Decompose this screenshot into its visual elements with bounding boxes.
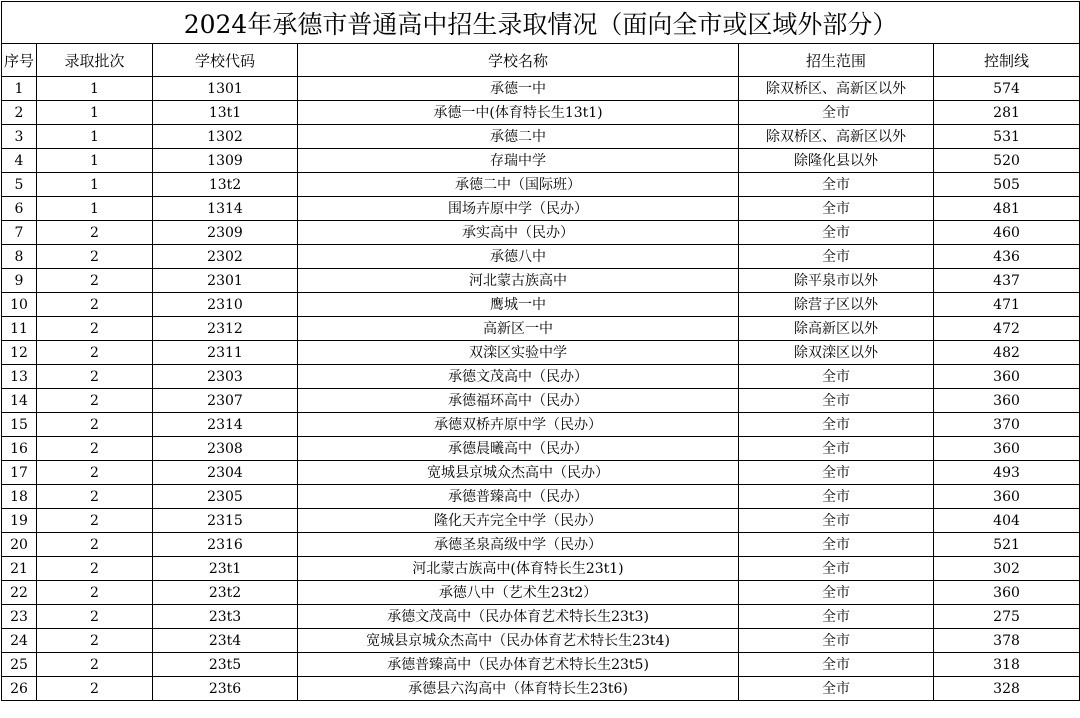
cell-batch: 2: [37, 389, 153, 413]
column-header-batch: 录取批次: [37, 44, 153, 77]
cell-school-code: 2315: [153, 509, 298, 533]
cell-school-name: 承德文茂高中（民办体育艺术特长生23t3): [298, 605, 739, 629]
cell-batch: 2: [37, 341, 153, 365]
cell-index: 2: [2, 101, 37, 125]
cell-control-line: 275: [934, 605, 1080, 629]
table-row: [2, 245, 1080, 269]
cell-school-name: 宽城县京城众杰高中（民办）: [298, 461, 739, 485]
cell-batch: 2: [37, 221, 153, 245]
cell-enrollment-scope: 全市: [739, 485, 934, 509]
cell-school-name: 承德普臻高中（民办体育艺术特长生23t5): [298, 653, 739, 677]
cell-school-code: 2312: [153, 317, 298, 341]
cell-enrollment-scope: 除平泉市以外: [739, 269, 934, 293]
cell-enrollment-scope: 全市: [739, 509, 934, 533]
column-header-school-name: 学校名称: [298, 44, 739, 77]
cell-control-line: 328: [934, 677, 1080, 701]
cell-batch: 1: [37, 197, 153, 221]
column-header-school-code: 学校代码: [153, 44, 298, 77]
cell-batch: 2: [37, 653, 153, 677]
cell-school-name: 高新区一中: [298, 317, 739, 341]
cell-batch: 2: [37, 629, 153, 653]
cell-enrollment-scope: 全市: [739, 629, 934, 653]
cell-index: 9: [2, 269, 37, 293]
cell-batch: 2: [37, 293, 153, 317]
cell-index: 14: [2, 389, 37, 413]
table-row: [2, 437, 1080, 461]
cell-index: 7: [2, 221, 37, 245]
cell-school-code: 23t5: [153, 653, 298, 677]
cell-index: 20: [2, 533, 37, 557]
cell-control-line: 482: [934, 341, 1080, 365]
cell-batch: 1: [37, 101, 153, 125]
cell-school-name: 承德圣泉高级中学（民办）: [298, 533, 739, 557]
cell-control-line: 460: [934, 221, 1080, 245]
cell-control-line: 318: [934, 653, 1080, 677]
cell-index: 25: [2, 653, 37, 677]
cell-control-line: 360: [934, 437, 1080, 461]
table-row: [2, 269, 1080, 293]
table-row: [2, 197, 1080, 221]
cell-school-code: 13t1: [153, 101, 298, 125]
cell-enrollment-scope: 全市: [739, 653, 934, 677]
cell-index: 18: [2, 485, 37, 509]
cell-school-name: 双滦区实验中学: [298, 341, 739, 365]
table-title: 2024年承德市普通高中招生录取情况（面向全市或区域外部分）: [2, 2, 1080, 44]
table-row: [2, 413, 1080, 437]
table-row: [2, 149, 1080, 173]
cell-school-name: 承德文茂高中（民办）: [298, 365, 739, 389]
cell-enrollment-scope: 除隆化县以外: [739, 149, 934, 173]
cell-enrollment-scope: 全市: [739, 197, 934, 221]
cell-enrollment-scope: 全市: [739, 413, 934, 437]
table-row: [2, 221, 1080, 245]
cell-index: 6: [2, 197, 37, 221]
table-row: [2, 341, 1080, 365]
cell-school-code: 1314: [153, 197, 298, 221]
cell-batch: 1: [37, 125, 153, 149]
cell-index: 12: [2, 341, 37, 365]
cell-school-code: 2301: [153, 269, 298, 293]
cell-school-name: 河北蒙古族高中: [298, 269, 739, 293]
cell-enrollment-scope: 全市: [739, 605, 934, 629]
cell-enrollment-scope: 全市: [739, 221, 934, 245]
cell-index: 10: [2, 293, 37, 317]
cell-index: 5: [2, 173, 37, 197]
cell-school-name: 存瑞中学: [298, 149, 739, 173]
cell-batch: 1: [37, 77, 153, 101]
cell-batch: 2: [37, 533, 153, 557]
cell-control-line: 493: [934, 461, 1080, 485]
cell-control-line: 378: [934, 629, 1080, 653]
table-row: [2, 365, 1080, 389]
cell-school-name: 承德双桥卉原中学（民办）: [298, 413, 739, 437]
cell-enrollment-scope: 全市: [739, 437, 934, 461]
cell-enrollment-scope: 除双桥区、高新区以外: [739, 77, 934, 101]
cell-control-line: 531: [934, 125, 1080, 149]
cell-control-line: 360: [934, 365, 1080, 389]
cell-batch: 2: [37, 413, 153, 437]
cell-school-code: 23t1: [153, 557, 298, 581]
cell-school-code: 1301: [153, 77, 298, 101]
cell-enrollment-scope: 全市: [739, 365, 934, 389]
cell-batch: 2: [37, 605, 153, 629]
cell-index: 17: [2, 461, 37, 485]
cell-index: 4: [2, 149, 37, 173]
cell-index: 16: [2, 437, 37, 461]
column-header-control-line: 控制线: [934, 44, 1080, 77]
cell-school-code: 2304: [153, 461, 298, 485]
cell-index: 22: [2, 581, 37, 605]
cell-index: 13: [2, 365, 37, 389]
table-body: [2, 77, 1080, 701]
cell-school-name: 承德县六沟高中（体育特长生23t6): [298, 677, 739, 701]
cell-control-line: 574: [934, 77, 1080, 101]
cell-school-code: 2308: [153, 437, 298, 461]
cell-batch: 2: [37, 677, 153, 701]
cell-school-name: 承德福环高中（民办）: [298, 389, 739, 413]
cell-school-name: 承德一中: [298, 77, 739, 101]
table-row: [2, 293, 1080, 317]
admission-table: [1, 1, 1080, 701]
table-row: [2, 125, 1080, 149]
cell-school-name: 鹰城一中: [298, 293, 739, 317]
cell-enrollment-scope: 全市: [739, 173, 934, 197]
cell-batch: 2: [37, 245, 153, 269]
cell-school-name: 承实高中（民办）: [298, 221, 739, 245]
cell-school-code: 2307: [153, 389, 298, 413]
cell-control-line: 437: [934, 269, 1080, 293]
cell-batch: 2: [37, 317, 153, 341]
cell-enrollment-scope: 除双桥区、高新区以外: [739, 125, 934, 149]
cell-enrollment-scope: 除营子区以外: [739, 293, 934, 317]
cell-school-name: 承德晨曦高中（民办）: [298, 437, 739, 461]
table-row: [2, 581, 1080, 605]
column-header-index: 序号: [2, 44, 37, 77]
cell-school-name: 承德一中(体育特长生13t1): [298, 101, 739, 125]
table-row: [2, 605, 1080, 629]
cell-enrollment-scope: 全市: [739, 389, 934, 413]
cell-school-name: 承德八中: [298, 245, 739, 269]
table-row: [2, 485, 1080, 509]
cell-school-code: 23t4: [153, 629, 298, 653]
cell-index: 21: [2, 557, 37, 581]
table-row: [2, 557, 1080, 581]
cell-school-code: 1302: [153, 125, 298, 149]
table-row: [2, 101, 1080, 125]
cell-batch: 2: [37, 485, 153, 509]
cell-control-line: 360: [934, 485, 1080, 509]
cell-control-line: 370: [934, 413, 1080, 437]
cell-control-line: 472: [934, 317, 1080, 341]
cell-control-line: 520: [934, 149, 1080, 173]
cell-school-name: 隆化天卉完全中学（民办）: [298, 509, 739, 533]
cell-school-name: 承德普臻高中（民办）: [298, 485, 739, 509]
cell-control-line: 302: [934, 557, 1080, 581]
cell-school-name: 围场卉原中学（民办）: [298, 197, 739, 221]
cell-index: 23: [2, 605, 37, 629]
cell-school-code: 13t2: [153, 173, 298, 197]
cell-control-line: 521: [934, 533, 1080, 557]
cell-index: 1: [2, 77, 37, 101]
cell-enrollment-scope: 除高新区以外: [739, 317, 934, 341]
cell-control-line: 360: [934, 581, 1080, 605]
cell-control-line: 471: [934, 293, 1080, 317]
table-row: [2, 317, 1080, 341]
cell-school-code: 2305: [153, 485, 298, 509]
cell-school-code: 2314: [153, 413, 298, 437]
cell-batch: 2: [37, 557, 153, 581]
table-row: [2, 77, 1080, 101]
cell-index: 24: [2, 629, 37, 653]
table-row: [2, 389, 1080, 413]
cell-control-line: 436: [934, 245, 1080, 269]
cell-school-code: 2311: [153, 341, 298, 365]
table-row: [2, 173, 1080, 197]
cell-school-name: 河北蒙古族高中(体育特长生23t1): [298, 557, 739, 581]
cell-school-code: 1309: [153, 149, 298, 173]
spreadsheet-page: [1, 1, 1079, 712]
cell-school-code: 2302: [153, 245, 298, 269]
cell-enrollment-scope: 全市: [739, 581, 934, 605]
table-row: [2, 653, 1080, 677]
cell-enrollment-scope: 除双滦区以外: [739, 341, 934, 365]
cell-batch: 2: [37, 437, 153, 461]
cell-school-code: 23t3: [153, 605, 298, 629]
cell-enrollment-scope: 全市: [739, 533, 934, 557]
cell-school-code: 2310: [153, 293, 298, 317]
cell-school-name: 承德二中: [298, 125, 739, 149]
cell-enrollment-scope: 全市: [739, 245, 934, 269]
cell-school-name: 宽城县京城众杰高中（民办体育艺术特长生23t4): [298, 629, 739, 653]
title-row: [2, 2, 1080, 44]
cell-school-code: 2303: [153, 365, 298, 389]
header-row: [2, 44, 1080, 77]
cell-school-name: 承德八中（艺术生23t2）: [298, 581, 739, 605]
cell-school-code: 2309: [153, 221, 298, 245]
table-row: [2, 629, 1080, 653]
cell-index: 11: [2, 317, 37, 341]
cell-control-line: 505: [934, 173, 1080, 197]
cell-control-line: 281: [934, 101, 1080, 125]
cell-control-line: 360: [934, 389, 1080, 413]
table-row: [2, 533, 1080, 557]
cell-index: 26: [2, 677, 37, 701]
cell-school-name: 承德二中（国际班）: [298, 173, 739, 197]
table-row: [2, 677, 1080, 701]
cell-index: 19: [2, 509, 37, 533]
cell-batch: 1: [37, 149, 153, 173]
cell-batch: 1: [37, 173, 153, 197]
table-row: [2, 509, 1080, 533]
cell-batch: 2: [37, 269, 153, 293]
cell-index: 3: [2, 125, 37, 149]
cell-school-code: 23t6: [153, 677, 298, 701]
cell-batch: 2: [37, 509, 153, 533]
cell-batch: 2: [37, 365, 153, 389]
cell-batch: 2: [37, 581, 153, 605]
column-header-enrollment-scope: 招生范围: [739, 44, 934, 77]
cell-control-line: 481: [934, 197, 1080, 221]
cell-enrollment-scope: 全市: [739, 677, 934, 701]
cell-enrollment-scope: 全市: [739, 461, 934, 485]
cell-control-line: 404: [934, 509, 1080, 533]
cell-index: 15: [2, 413, 37, 437]
cell-batch: 2: [37, 461, 153, 485]
cell-school-code: 2316: [153, 533, 298, 557]
cell-school-code: 23t2: [153, 581, 298, 605]
cell-enrollment-scope: 全市: [739, 557, 934, 581]
table-row: [2, 461, 1080, 485]
cell-enrollment-scope: 全市: [739, 101, 934, 125]
cell-index: 8: [2, 245, 37, 269]
